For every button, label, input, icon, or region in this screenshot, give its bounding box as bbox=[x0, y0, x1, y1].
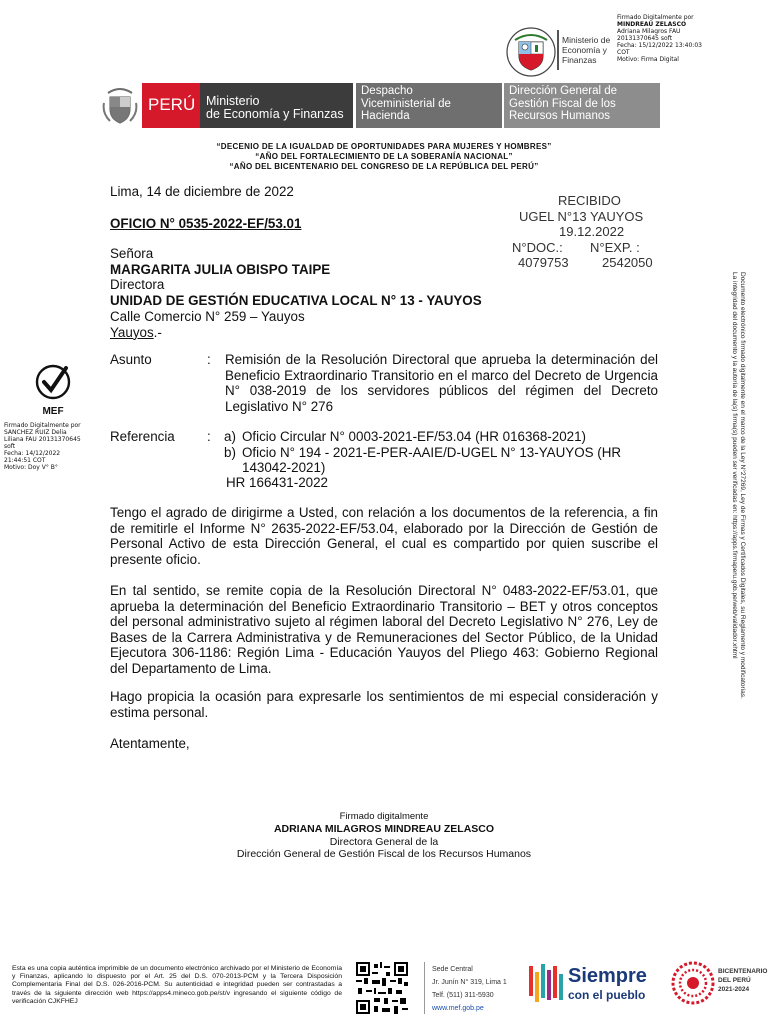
stamp-line: 19.12.2022 bbox=[559, 224, 625, 239]
direccion-line: Recursos Humanos bbox=[509, 110, 610, 122]
recipient-title: Directora bbox=[110, 277, 165, 293]
asunto-text: Remisión de la Resolución Directoral que aprueba la determinación del Beneficio Extraordinario Transitorio en el marco del Decreto de Urgencia N° 038-2019 de los servidores públicos del régimen del Decreto Legislativo N° 276 bbox=[225, 352, 658, 414]
decenio-line: “AÑO DEL FORTALECIMIENTO DE LA SOBERANÍA NACIONAL” bbox=[255, 152, 513, 161]
mef-badge bbox=[30, 362, 76, 417]
direccion-line: Dirección General de bbox=[509, 85, 618, 97]
siempre-pillars-icon bbox=[528, 962, 566, 1006]
footer-sede: Sede Central bbox=[432, 966, 473, 973]
decenio-line: “DECENIO DE LA IGUALDAD DE OPORTUNIDADES PARA MUJERES Y HOMBRES” bbox=[216, 142, 552, 151]
signature-line: COT bbox=[617, 49, 630, 56]
signature-line: 20131370645 soft bbox=[617, 35, 673, 42]
signature-line: Fecha: 15/12/2022 13:40:03 bbox=[617, 42, 702, 49]
referencia-b-text-line1: Oficio N° 194 - 2021-E-PER-AAIE/D-UGEL N° 13-YAUYOS (HR bbox=[242, 445, 622, 460]
asunto-colon: : bbox=[207, 352, 211, 367]
oficio-number: OFICIO N° 0535-2022-EF/53.01 bbox=[110, 216, 302, 231]
stamp-doc-value: 4079753 bbox=[518, 255, 569, 270]
seal-divider bbox=[557, 30, 559, 70]
left-digital-signature bbox=[4, 422, 108, 471]
bicentenario-line1: BICENTENARIO bbox=[718, 968, 768, 975]
bicentenario-logo bbox=[670, 960, 766, 1008]
siempre-line2: con el pueblo bbox=[568, 988, 646, 1002]
signature-line: Liliana FAU 20131370645 bbox=[4, 436, 81, 443]
decenio-line: “AÑO DEL BICENTENARIO DEL CONGRESO DE LA REPÚBLICA DEL PERÚ” bbox=[229, 162, 539, 171]
body-paragraph: Hago propicia la ocasión para expresarle los sentimientos de mi especial consideración y estima personal. bbox=[110, 689, 658, 720]
recipient-name: MARGARITA JULIA OBISPO TAIPE bbox=[110, 261, 331, 277]
vertical-note-line: Documento electrónico firmado digitalmente en el marco de la Ley N°27269, Ley de Firmas y Certificados Digitales, su Reglamento y modificatorias. bbox=[739, 272, 746, 699]
signature-line: Firmado Digitalmente por bbox=[617, 14, 694, 21]
ministry-seal-stamp bbox=[503, 24, 615, 80]
stamp-exp-label: N°EXP. : bbox=[590, 239, 640, 255]
seal-label bbox=[562, 35, 617, 65]
decenio-block bbox=[110, 142, 658, 172]
closing-text: Atentamente, bbox=[110, 736, 190, 751]
signature-line: Motivo: Doy V° B° bbox=[4, 464, 58, 471]
recipient-city: Yauyos bbox=[110, 324, 154, 340]
footer-disclaimer: Esta es una copia auténtica imprimible de un documento electrónico archivado por el Ministerio de Economía y Finanzas, aplicando lo dispuesto por el Art. 25 del D.S. 070-2013-PCM y la Tercera Disposición Complementaria Final del D.S. 026-2016-PCM. Su autenticidad e integridad pueden ser contrastadas a través de la siguiente dirección web https://apps4.mineco.gob.pe/st/v ingresando el siguiente código de verificación CJKFHEJ bbox=[12, 965, 342, 1005]
recipient-unit: UNIDAD DE GESTIÓN EDUCATIVA LOCAL N° 13 - YAUYOS bbox=[110, 293, 482, 309]
qr-code-icon bbox=[356, 962, 408, 1014]
siempre-line1: Siempre bbox=[568, 965, 647, 987]
signature-role: Directora General de la bbox=[329, 835, 439, 848]
stamp-line: RECIBIDO bbox=[558, 193, 621, 208]
asunto-label: Asunto bbox=[110, 352, 152, 367]
direccion-general-box bbox=[504, 83, 660, 128]
referencia-a-marker: a) bbox=[224, 429, 236, 444]
signature-line: MINDREAU ZELASCO bbox=[617, 21, 687, 28]
vertical-note-line: La integridad del documento y la autoría de la(s) firma(s) pueden ser verificadas en: https://apps.firmaperu.gob.pe/web/validador.xhtml bbox=[731, 272, 738, 659]
peru-label: PERÚ bbox=[148, 95, 196, 114]
viceministerial-line: Viceministerial de bbox=[361, 97, 451, 110]
recipient-salutation: Señora bbox=[110, 246, 154, 261]
signature-line: Firmado Digitalmente por bbox=[4, 422, 81, 429]
ministry-line1: Ministerio bbox=[206, 94, 260, 108]
viceministerial-box bbox=[356, 83, 502, 128]
referencia-colon: : bbox=[207, 429, 211, 444]
ministry-box bbox=[200, 83, 353, 128]
referencia-label: Referencia bbox=[110, 429, 175, 444]
referencia-b-text-line2: 143042-2021) bbox=[242, 460, 326, 475]
body-paragraph: En tal sentido, se remite copia de la Resolución Directoral N° 0483-2022-EF/53.01, que aprueba la determinación del Beneficio Extraordinario Transitorio – BET y otros conceptos del personal administrativo sujeto al régimen laboral del Decreto Legislativo N° 276, Ley de Bases de la Carrera Administrativa y de Remuneraciones del Sector Público, de la Unidad Ejecutora 306-1186: Región Lima - Educación Yauyos del Pliego 463: Gobierno Regional del Departamento de Lima. bbox=[110, 583, 658, 676]
peru-shield-icon bbox=[505, 26, 557, 78]
signature-digital-note: Firmado digitalmente bbox=[339, 811, 429, 822]
qr-code bbox=[356, 962, 408, 1014]
body-paragraph: Tengo el agrado de dirigirme a Usted, con relación a los documentos de la referencia, a fin de remitirle el Informe N° 2635-2022-EF/53.04, elaborado por la Dirección de Gestión de Personal Activo de esta Dirección General, el cual es compartido por quien suscribe el presente oficio. bbox=[110, 505, 658, 567]
viceministerial-line: Despacho bbox=[361, 85, 413, 97]
signature-line: Adriana Milagros FAU bbox=[617, 28, 681, 35]
recipient-city-suffix: .- bbox=[153, 324, 162, 340]
signature-line: 21:44:51 COT bbox=[4, 457, 46, 464]
signature-block bbox=[184, 811, 584, 860]
signature-name: ADRIANA MILAGROS MINDREAU ZELASCO bbox=[273, 823, 495, 836]
direccion-line: Gestión Fiscal de los bbox=[509, 97, 616, 110]
recipient-address: Calle Comercio N° 259 – Yauyos bbox=[110, 308, 305, 324]
top-digital-signature bbox=[617, 14, 757, 63]
bicentenario-emblem-icon bbox=[670, 960, 716, 1006]
recipient-city-line bbox=[110, 325, 482, 341]
date-line: Lima, 14 de diciembre de 2022 bbox=[110, 184, 294, 199]
stamp-exp-value: 2542050 bbox=[602, 255, 653, 270]
ministry-line2: de Economía y Finanzas bbox=[206, 107, 344, 121]
bicentenario-line2: DEL PERÚ bbox=[718, 977, 751, 984]
signature-line: soft bbox=[4, 443, 16, 450]
signature-line: Fecha: 14/12/2022 bbox=[4, 450, 61, 457]
bicentenario-line3: 2021-2024 bbox=[718, 986, 750, 993]
check-circle-icon bbox=[30, 362, 76, 402]
vertical-note bbox=[728, 272, 748, 752]
signature-line: Motivo: Firma Digital bbox=[617, 56, 679, 63]
recibido-stamp bbox=[512, 193, 672, 271]
footer-address-block bbox=[432, 963, 507, 1015]
peru-coat-of-arms-icon bbox=[100, 83, 140, 128]
referencia-a-text: Oficio Circular N° 0003-2021-EF/53.04 (HR 016368-2021) bbox=[242, 429, 587, 444]
footer-address: Jr. Junín N° 319, Lima 1 bbox=[432, 979, 507, 986]
signature-unit: Dirección General de Gestión Fiscal de los Recursos Humanos bbox=[236, 847, 532, 860]
peru-label-box bbox=[142, 83, 200, 128]
stamp-doc-label: N°DOC.: bbox=[512, 239, 563, 255]
seal-label-text: Ministerio de Economía y Finanzas bbox=[562, 35, 611, 65]
signature-line: SANCHEZ RUIZ Delia bbox=[4, 429, 67, 436]
mef-badge-label: MEF bbox=[42, 406, 64, 417]
footer-web[interactable]: www.mef.gob.pe bbox=[432, 1005, 484, 1012]
referencia-hr-line: HR 166431-2022 bbox=[226, 475, 328, 490]
stamp-line: UGEL N°13 YAUYOS bbox=[519, 208, 644, 224]
footer-phone: Telf. (511) 311-5930 bbox=[432, 992, 494, 999]
footer-divider bbox=[424, 962, 425, 1014]
referencia-b-marker: b) bbox=[224, 445, 236, 460]
siempre-logo bbox=[528, 962, 658, 1006]
recipient-block bbox=[110, 246, 482, 340]
viceministerial-line: Hacienda bbox=[361, 110, 410, 122]
